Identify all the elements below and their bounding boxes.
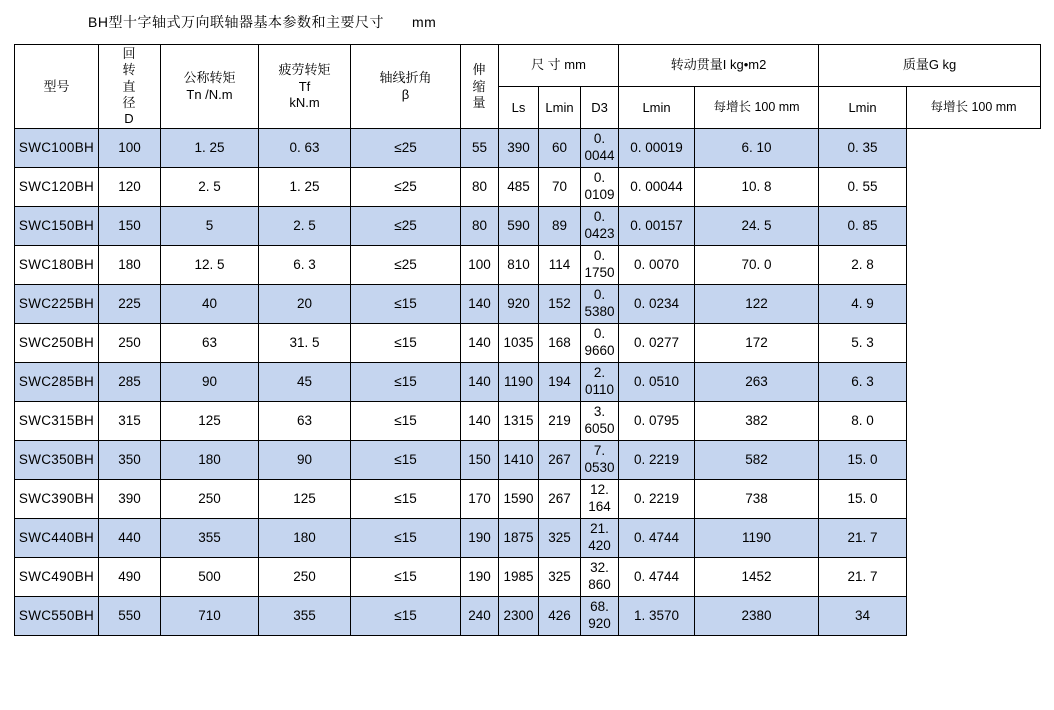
cell-mass-lmin: 70. 0 bbox=[695, 246, 819, 285]
cell-mass-lmin: 1452 bbox=[695, 558, 819, 597]
cell-ls: 240 bbox=[461, 597, 499, 636]
cell-model: SWC490BH bbox=[15, 558, 99, 597]
cell-inertia-lmin: 0. 0044 bbox=[581, 129, 619, 168]
cell-nominal-torque: 12. 5 bbox=[161, 246, 259, 285]
header-sa-line2: 缩 bbox=[472, 78, 487, 94]
cell-axis-angle: ≤15 bbox=[351, 558, 461, 597]
cell-mass-lmin: 382 bbox=[695, 402, 819, 441]
cell-model: SWC550BH bbox=[15, 597, 99, 636]
cell-inertia-per-100mm: 0. 0070 bbox=[619, 246, 695, 285]
cell-fatigue-torque: 180 bbox=[259, 519, 351, 558]
cell-ls: 140 bbox=[461, 324, 499, 363]
cell-d3: 426 bbox=[539, 597, 581, 636]
cell-d3: 267 bbox=[539, 441, 581, 480]
cell-mass-per-100mm: 15. 0 bbox=[819, 441, 907, 480]
cell-mass-lmin: 263 bbox=[695, 363, 819, 402]
cell-inertia-lmin: 7. 0530 bbox=[581, 441, 619, 480]
cell-nominal-torque: 250 bbox=[161, 480, 259, 519]
cell-mass-lmin: 738 bbox=[695, 480, 819, 519]
table-row bbox=[15, 597, 1041, 636]
header-rd-line5: D bbox=[124, 111, 135, 126]
cell-axis-angle: ≤25 bbox=[351, 129, 461, 168]
cell-ls: 140 bbox=[461, 402, 499, 441]
table-caption bbox=[88, 12, 436, 32]
table-row bbox=[15, 558, 1041, 597]
cell-mass-per-100mm: 8. 0 bbox=[819, 402, 907, 441]
cell-d3: 89 bbox=[539, 207, 581, 246]
cell-model: SWC390BH bbox=[15, 480, 99, 519]
cell-nominal-torque: 63 bbox=[161, 324, 259, 363]
cell-mass-per-100mm: 2. 8 bbox=[819, 246, 907, 285]
header-lmin-inertia: Lmin bbox=[619, 87, 695, 129]
cell-lmin: 590 bbox=[499, 207, 539, 246]
cell-axis-angle: ≤15 bbox=[351, 402, 461, 441]
table-row bbox=[15, 246, 1041, 285]
cell-model: SWC250BH bbox=[15, 324, 99, 363]
cell-model: SWC100BH bbox=[15, 129, 99, 168]
cell-nominal-torque: 1. 25 bbox=[161, 129, 259, 168]
header-fatigue-torque bbox=[259, 45, 351, 129]
cell-inertia-per-100mm: 0. 00044 bbox=[619, 168, 695, 207]
header-ft-line2: Tf bbox=[298, 78, 311, 94]
cell-axis-angle: ≤15 bbox=[351, 285, 461, 324]
cell-fatigue-torque: 355 bbox=[259, 597, 351, 636]
table-row bbox=[15, 363, 1041, 402]
cell-inertia-per-100mm: 0. 4744 bbox=[619, 558, 695, 597]
cell-lmin: 1590 bbox=[499, 480, 539, 519]
header-rd-line1: 回 bbox=[122, 46, 137, 61]
cell-d3: 267 bbox=[539, 480, 581, 519]
cell-inertia-lmin: 68. 920 bbox=[581, 597, 619, 636]
cell-lmin: 1985 bbox=[499, 558, 539, 597]
cell-mass-lmin: 172 bbox=[695, 324, 819, 363]
cell-ls: 140 bbox=[461, 363, 499, 402]
header-axis-angle bbox=[351, 45, 461, 129]
cell-fatigue-torque: 125 bbox=[259, 480, 351, 519]
cell-model: SWC120BH bbox=[15, 168, 99, 207]
cell-rotation-diameter: 315 bbox=[99, 402, 161, 441]
header-rd-line2: 转 bbox=[122, 62, 137, 78]
cell-inertia-per-100mm: 0. 00157 bbox=[619, 207, 695, 246]
cell-inertia-per-100mm: 0. 2219 bbox=[619, 480, 695, 519]
cell-d3: 114 bbox=[539, 246, 581, 285]
cell-ls: 190 bbox=[461, 558, 499, 597]
cell-lmin: 1410 bbox=[499, 441, 539, 480]
header-dimensions-group: 尺 寸 mm bbox=[499, 45, 619, 87]
table-row bbox=[15, 168, 1041, 207]
cell-ls: 55 bbox=[461, 129, 499, 168]
header-per-100mm-mass: 每增长 100 mm bbox=[907, 87, 1041, 129]
cell-fatigue-torque: 20 bbox=[259, 285, 351, 324]
cell-nominal-torque: 40 bbox=[161, 285, 259, 324]
cell-lmin: 2300 bbox=[499, 597, 539, 636]
cell-lmin: 485 bbox=[499, 168, 539, 207]
cell-d3: 168 bbox=[539, 324, 581, 363]
cell-mass-per-100mm: 0. 35 bbox=[819, 129, 907, 168]
cell-rotation-diameter: 225 bbox=[99, 285, 161, 324]
cell-inertia-per-100mm: 0. 0234 bbox=[619, 285, 695, 324]
cell-nominal-torque: 125 bbox=[161, 402, 259, 441]
cell-mass-lmin: 122 bbox=[695, 285, 819, 324]
header-inertia-group: 转动贯量I kg•m2 bbox=[619, 45, 819, 87]
table-row bbox=[15, 519, 1041, 558]
table-row bbox=[15, 402, 1041, 441]
cell-inertia-per-100mm: 0. 4744 bbox=[619, 519, 695, 558]
header-ft-line3: kN.m bbox=[289, 94, 320, 110]
cell-lmin: 810 bbox=[499, 246, 539, 285]
cell-mass-per-100mm: 21. 7 bbox=[819, 519, 907, 558]
cell-inertia-per-100mm: 0. 00019 bbox=[619, 129, 695, 168]
cell-mass-per-100mm: 15. 0 bbox=[819, 480, 907, 519]
cell-model: SWC440BH bbox=[15, 519, 99, 558]
table-row bbox=[15, 480, 1041, 519]
cell-mass-lmin: 24. 5 bbox=[695, 207, 819, 246]
cell-rotation-diameter: 550 bbox=[99, 597, 161, 636]
cell-model: SWC225BH bbox=[15, 285, 99, 324]
cell-ls: 190 bbox=[461, 519, 499, 558]
header-stretch-amount bbox=[461, 45, 499, 129]
header-sa-line1: 伸 bbox=[472, 62, 487, 78]
cell-lmin: 390 bbox=[499, 129, 539, 168]
cell-ls: 170 bbox=[461, 480, 499, 519]
cell-axis-angle: ≤25 bbox=[351, 207, 461, 246]
header-lmin-mass: Lmin bbox=[819, 87, 907, 129]
cell-model: SWC180BH bbox=[15, 246, 99, 285]
cell-inertia-lmin: 0. 0109 bbox=[581, 168, 619, 207]
cell-rotation-diameter: 440 bbox=[99, 519, 161, 558]
cell-d3: 152 bbox=[539, 285, 581, 324]
cell-rotation-diameter: 250 bbox=[99, 324, 161, 363]
cell-model: SWC315BH bbox=[15, 402, 99, 441]
cell-mass-per-100mm: 4. 9 bbox=[819, 285, 907, 324]
cell-axis-angle: ≤15 bbox=[351, 363, 461, 402]
cell-inertia-per-100mm: 0. 0510 bbox=[619, 363, 695, 402]
cell-d3: 194 bbox=[539, 363, 581, 402]
table-body bbox=[15, 129, 1041, 636]
cell-fatigue-torque: 31. 5 bbox=[259, 324, 351, 363]
cell-rotation-diameter: 180 bbox=[99, 246, 161, 285]
header-rd-line4: 径 bbox=[122, 94, 137, 110]
cell-nominal-torque: 710 bbox=[161, 597, 259, 636]
cell-axis-angle: ≤25 bbox=[351, 246, 461, 285]
cell-nominal-torque: 180 bbox=[161, 441, 259, 480]
cell-d3: 70 bbox=[539, 168, 581, 207]
cell-axis-angle: ≤15 bbox=[351, 480, 461, 519]
cell-ls: 140 bbox=[461, 285, 499, 324]
cell-fatigue-torque: 45 bbox=[259, 363, 351, 402]
cell-mass-per-100mm: 0. 55 bbox=[819, 168, 907, 207]
header-model: 型号 bbox=[15, 45, 99, 129]
header-nominal-torque bbox=[161, 45, 259, 129]
cell-inertia-lmin: 0. 1750 bbox=[581, 246, 619, 285]
header-rd-line3: 直 bbox=[122, 78, 137, 94]
cell-mass-lmin: 1190 bbox=[695, 519, 819, 558]
cell-inertia-lmin: 12. 164 bbox=[581, 480, 619, 519]
cell-lmin: 1035 bbox=[499, 324, 539, 363]
cell-rotation-diameter: 350 bbox=[99, 441, 161, 480]
header-ls: Ls bbox=[499, 87, 539, 129]
cell-fatigue-torque: 0. 63 bbox=[259, 129, 351, 168]
cell-lmin: 1315 bbox=[499, 402, 539, 441]
table-row bbox=[15, 324, 1041, 363]
cell-inertia-lmin: 2. 0110 bbox=[581, 363, 619, 402]
table-head bbox=[15, 45, 1041, 129]
cell-mass-per-100mm: 6. 3 bbox=[819, 363, 907, 402]
cell-d3: 325 bbox=[539, 558, 581, 597]
cell-axis-angle: ≤15 bbox=[351, 441, 461, 480]
cell-axis-angle: ≤15 bbox=[351, 324, 461, 363]
header-sa-line3: 量 bbox=[472, 94, 487, 110]
cell-nominal-torque: 500 bbox=[161, 558, 259, 597]
cell-nominal-torque: 2. 5 bbox=[161, 168, 259, 207]
cell-fatigue-torque: 63 bbox=[259, 402, 351, 441]
cell-ls: 100 bbox=[461, 246, 499, 285]
cell-nominal-torque: 355 bbox=[161, 519, 259, 558]
cell-fatigue-torque: 2. 5 bbox=[259, 207, 351, 246]
header-d3: D3 bbox=[581, 87, 619, 129]
header-aa-line2: β bbox=[401, 86, 410, 102]
cell-inertia-per-100mm: 0. 2219 bbox=[619, 441, 695, 480]
cell-inertia-lmin: 0. 5380 bbox=[581, 285, 619, 324]
cell-ls: 150 bbox=[461, 441, 499, 480]
cell-inertia-lmin: 3. 6050 bbox=[581, 402, 619, 441]
cell-inertia-lmin: 0. 9660 bbox=[581, 324, 619, 363]
cell-model: SWC150BH bbox=[15, 207, 99, 246]
cell-inertia-lmin: 0. 0423 bbox=[581, 207, 619, 246]
table-row bbox=[15, 207, 1041, 246]
specification-table bbox=[14, 44, 1041, 636]
cell-model: SWC285BH bbox=[15, 363, 99, 402]
caption-unit: mm bbox=[411, 14, 437, 30]
cell-inertia-per-100mm: 0. 0795 bbox=[619, 402, 695, 441]
cell-ls: 80 bbox=[461, 207, 499, 246]
header-rotation-diameter bbox=[99, 45, 161, 129]
cell-mass-lmin: 2380 bbox=[695, 597, 819, 636]
header-lmin-dim: Lmin bbox=[539, 87, 581, 129]
cell-inertia-per-100mm: 0. 0277 bbox=[619, 324, 695, 363]
cell-mass-per-100mm: 0. 85 bbox=[819, 207, 907, 246]
cell-rotation-diameter: 120 bbox=[99, 168, 161, 207]
cell-mass-per-100mm: 5. 3 bbox=[819, 324, 907, 363]
header-ft-line1: 疲劳转矩 bbox=[278, 62, 331, 78]
cell-ls: 80 bbox=[461, 168, 499, 207]
cell-fatigue-torque: 90 bbox=[259, 441, 351, 480]
cell-nominal-torque: 90 bbox=[161, 363, 259, 402]
caption-title: BH型十字轴式万向联轴器基本参数和主要尺寸 bbox=[88, 14, 384, 30]
cell-mass-per-100mm: 34 bbox=[819, 597, 907, 636]
table-row bbox=[15, 285, 1041, 324]
cell-rotation-diameter: 285 bbox=[99, 363, 161, 402]
header-nt-line2: Tn /N.m bbox=[186, 86, 233, 102]
cell-rotation-diameter: 390 bbox=[99, 480, 161, 519]
cell-rotation-diameter: 100 bbox=[99, 129, 161, 168]
cell-d3: 219 bbox=[539, 402, 581, 441]
cell-axis-angle: ≤15 bbox=[351, 519, 461, 558]
cell-mass-lmin: 6. 10 bbox=[695, 129, 819, 168]
cell-lmin: 1875 bbox=[499, 519, 539, 558]
header-mass-group: 质量G kg bbox=[819, 45, 1041, 87]
cell-inertia-lmin: 32. 860 bbox=[581, 558, 619, 597]
cell-lmin: 920 bbox=[499, 285, 539, 324]
cell-nominal-torque: 5 bbox=[161, 207, 259, 246]
cell-mass-per-100mm: 21. 7 bbox=[819, 558, 907, 597]
cell-lmin: 1190 bbox=[499, 363, 539, 402]
cell-rotation-diameter: 490 bbox=[99, 558, 161, 597]
cell-mass-lmin: 582 bbox=[695, 441, 819, 480]
cell-axis-angle: ≤15 bbox=[351, 597, 461, 636]
header-nt-line1: 公称转矩 bbox=[183, 70, 236, 86]
cell-inertia-per-100mm: 1. 3570 bbox=[619, 597, 695, 636]
cell-fatigue-torque: 250 bbox=[259, 558, 351, 597]
header-row-1 bbox=[15, 45, 1041, 87]
table-row bbox=[15, 129, 1041, 168]
table-row bbox=[15, 441, 1041, 480]
cell-fatigue-torque: 6. 3 bbox=[259, 246, 351, 285]
header-aa-line1: 轴线折角 bbox=[379, 70, 432, 86]
cell-rotation-diameter: 150 bbox=[99, 207, 161, 246]
header-per-100mm-inertia: 每增长 100 mm bbox=[695, 87, 819, 129]
cell-axis-angle: ≤25 bbox=[351, 168, 461, 207]
cell-fatigue-torque: 1. 25 bbox=[259, 168, 351, 207]
cell-d3: 325 bbox=[539, 519, 581, 558]
cell-inertia-lmin: 21. 420 bbox=[581, 519, 619, 558]
cell-model: SWC350BH bbox=[15, 441, 99, 480]
cell-d3: 60 bbox=[539, 129, 581, 168]
cell-mass-lmin: 10. 8 bbox=[695, 168, 819, 207]
